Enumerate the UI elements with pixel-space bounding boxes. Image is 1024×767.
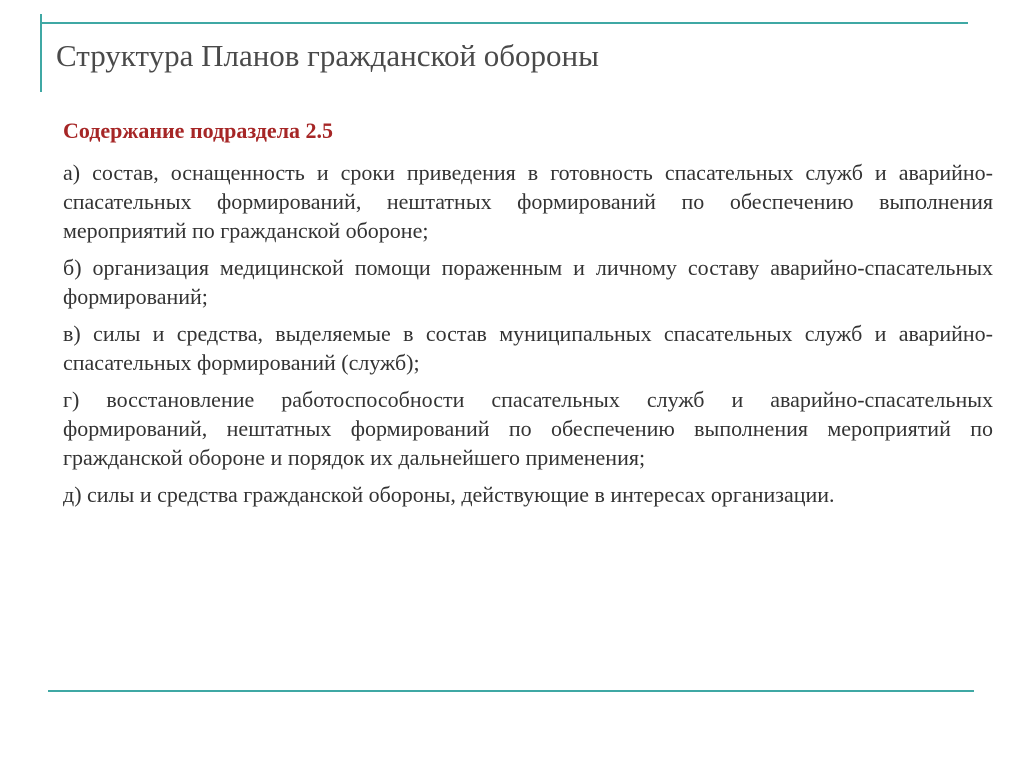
list-item: г) восстановление работоспособности спасательных служб и аварийно-спасательных формирований, нештатных формирований по обеспечению выполнения мероприятий по гражданской обороне и порядок их дальнейшего применения; xyxy=(63,387,993,470)
section-heading: Содержание подраздела 2.5 xyxy=(63,118,334,143)
list-item: а) состав, оснащенность и сроки приведения в готовность спасательных служб и аварийно-спасательных формирований, нештатных формирований по обеспечению выполнения мероприятий по гражданской обороне; xyxy=(63,160,993,243)
list-item: в) силы и средства, выделяемые в состав муниципальных спасательных служб и аварийно-спасательных формирований (служб); xyxy=(63,321,993,375)
bottom-divider-line xyxy=(48,690,974,692)
title-accent-vertical-line xyxy=(40,14,42,92)
slide-title: Структура Планов гражданской обороны xyxy=(56,38,599,73)
slide-content xyxy=(63,116,993,517)
list-item: д) силы и средства гражданской обороны, действующие в интересах организации. xyxy=(63,482,835,507)
list-item: б) организация медицинской помощи пораженным и личному составу аварийно-спасательных формирований; xyxy=(63,255,993,309)
title-accent-horizontal-line xyxy=(40,22,968,24)
